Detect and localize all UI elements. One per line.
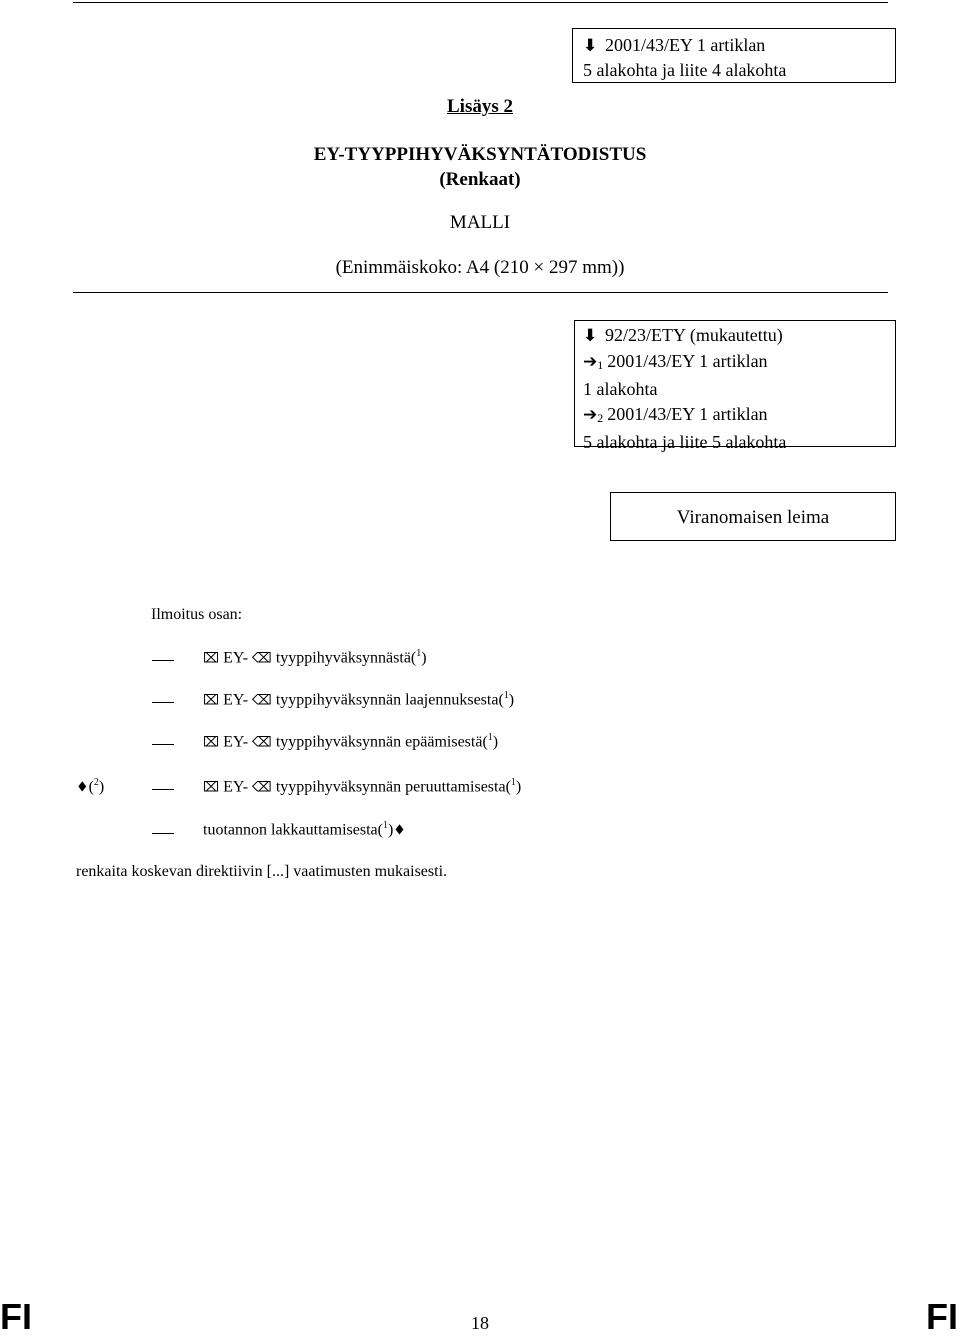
notice-label: Ilmoitus osan: [151, 606, 243, 623]
list-item: ⌧ EY- ⌫ tyyppihyväksynnästä($^1$) [203, 648, 427, 667]
amendment-line: 2001/43/EY 1 artiklan [607, 350, 768, 371]
model-label: MALLI [449, 212, 511, 233]
footnote-ref: 1 [503, 690, 509, 701]
amendment-line: 92/23/ETY (mukautettu) [605, 325, 783, 345]
reference-number: 2 [597, 410, 604, 425]
closing-text: renkaita koskevan direktiivin [...] vaatimusten mukaisesti. [76, 863, 448, 880]
diamond-icon: ♦ [76, 779, 89, 796]
footnote-ref: 1 [487, 732, 493, 743]
list-item: ⌧ EY- ⌫ tyyppihyväksynnän laajennuksesta($^1$) [203, 690, 515, 709]
crossed-box-icon: ⌧ [203, 734, 220, 751]
dash [152, 789, 174, 790]
right-arrow-icon: ➔ [583, 404, 598, 425]
dash [152, 833, 174, 834]
list-item: tuotannon lakkauttamisesta($^1$)♦ [203, 820, 406, 839]
footnote-ref: 1 [382, 820, 388, 831]
footnote-ref: 1 [510, 777, 516, 788]
dash [152, 702, 174, 703]
diamond-icon: ♦ [393, 822, 406, 839]
crossed-box-icon: ⌧ [203, 692, 220, 709]
right-arrow-icon: ➔ [583, 351, 598, 372]
crossed-box-icon: ⌧ [203, 779, 220, 796]
document-subtitle: (Renkaat) [439, 169, 521, 190]
down-arrow-icon: ⬇ [583, 326, 598, 346]
list-item: ⌧ EY- ⌫ tyyppihyväksynnän peruuttamisesta($^1$) [203, 777, 522, 796]
reference-number: 1 [597, 357, 604, 372]
amendment-reference-box [574, 320, 896, 452]
size-label: (Enimmäiskoko: A4 (210 × 297 mm)) [335, 257, 625, 278]
amendment-line: 2001/43/EY 1 artiklan [607, 403, 768, 424]
crossed-box-icon: ⌫ [252, 692, 272, 709]
crossed-box-icon: ⌫ [252, 650, 272, 667]
amendment-marker: ♦($^2$) [76, 777, 105, 796]
amendment-reference-box-top [572, 28, 896, 83]
amendment-line: 1 alakohta [583, 379, 658, 399]
annex-title: Lisäys 2 [447, 96, 513, 117]
dash [152, 744, 174, 745]
amendment-line: 5 alakohta ja liite 5 alakohta [583, 432, 787, 452]
document-title-block [0, 142, 960, 192]
page-number: 18 [471, 1313, 489, 1333]
language-code-left: FI [0, 1296, 32, 1337]
language-code-right: FI [926, 1296, 958, 1337]
section-rule [73, 292, 888, 293]
amendment-line: 5 alakohta ja liite 4 alakohta [583, 60, 787, 80]
amendment-line: 2001/43/EY 1 artiklan [605, 35, 766, 55]
crossed-box-icon: ⌫ [252, 779, 272, 796]
footnote-ref: 1 [416, 648, 422, 659]
top-rule [73, 2, 888, 3]
crossed-box-icon: ⌧ [203, 650, 220, 667]
list-item: ⌧ EY- ⌫ tyyppihyväksynnän epäämisestä($^1$) [203, 732, 499, 751]
footnote-ref: 2 [93, 777, 99, 788]
authority-stamp-box: Viranomaisen leima [610, 492, 896, 541]
down-arrow-icon: ⬇ [583, 36, 598, 56]
dash [152, 660, 174, 661]
crossed-box-icon: ⌫ [252, 734, 272, 751]
document-title: EY-TYYPPIHYVÄKSYNTÄTODISTUS [313, 144, 647, 165]
